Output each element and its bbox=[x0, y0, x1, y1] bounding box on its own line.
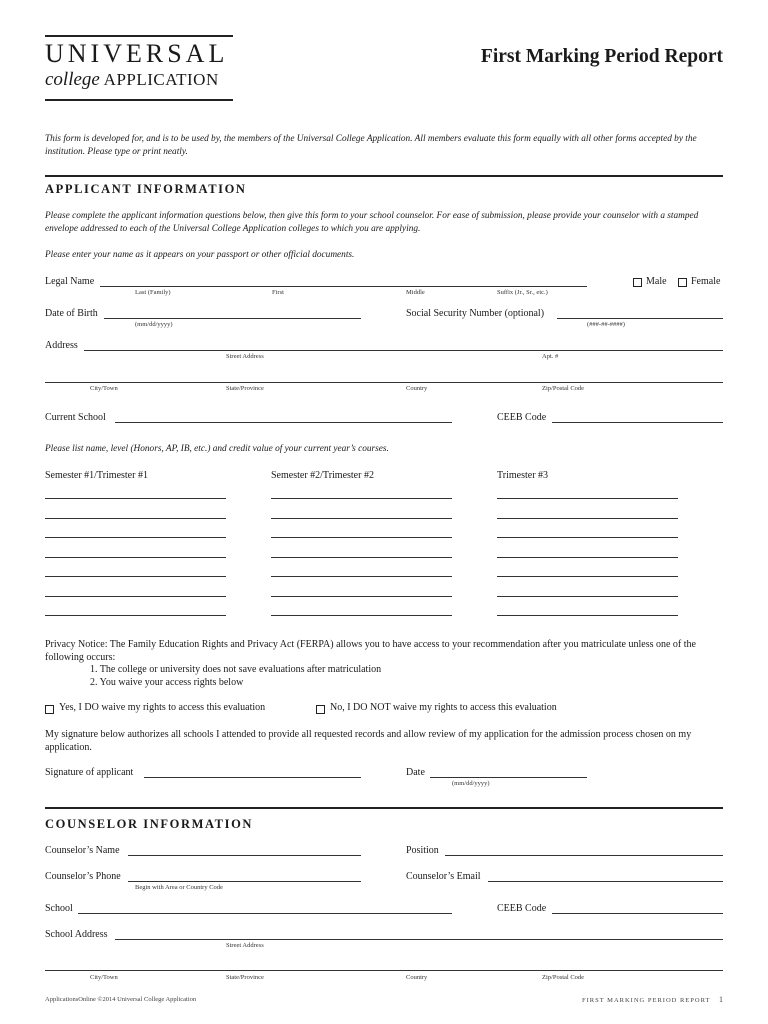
course-line-col1-row2[interactable] bbox=[45, 518, 226, 519]
street-address-field[interactable] bbox=[84, 350, 723, 351]
counselor-phone-sub: Begin with Area or Country Code bbox=[135, 884, 223, 891]
course-column-1-header: Semester #1/Trimester #1 bbox=[45, 470, 148, 481]
school-address-sub-state: State/Province bbox=[226, 974, 264, 981]
logo-application-word: APPLICATION bbox=[103, 70, 219, 89]
course-line-col3-row1[interactable] bbox=[497, 498, 678, 499]
dob-field[interactable] bbox=[104, 318, 361, 319]
school-label: School bbox=[45, 903, 73, 914]
applicant-instructions: Please complete the applicant information questions below, then give this form to your school counselor. For ease of submission, please provide your counselor with a stamped envelope addressed to each of the Universal College Application colleges to which you are applying. bbox=[45, 211, 699, 234]
course-line-col3-row5[interactable] bbox=[497, 576, 678, 577]
school-address-label: School Address bbox=[45, 929, 108, 940]
legal-name-sub-middle: Middle bbox=[406, 289, 425, 296]
logo-college-application bbox=[45, 70, 219, 90]
male-checkbox[interactable] bbox=[633, 278, 642, 287]
course-line-col3-row3[interactable] bbox=[497, 537, 678, 538]
counselor-phone-field[interactable] bbox=[128, 881, 361, 882]
school-address-sub-zip: Zip/Postal Code bbox=[542, 974, 585, 981]
privacy-item-1: 1. The college or university does not save evaluations after matriculation bbox=[90, 664, 382, 675]
female-label: Female bbox=[691, 276, 721, 287]
position-label: Position bbox=[406, 845, 439, 856]
applicant-section-rule bbox=[45, 175, 723, 177]
authorization-text: My signature below authorizes all schools I attended to provide all requested records and allow review of my application for the admission process chosen on my application. bbox=[45, 729, 692, 753]
intro-text: This form is developed for, and is to be used by, the members of the Universal College Application. All members evaluate this form equally with all other forms accepted by the institution. Please type or print neatly. bbox=[45, 134, 697, 157]
course-line-col2-row7[interactable] bbox=[271, 615, 452, 616]
address-sub-zip: Zip/Postal Code bbox=[542, 385, 585, 392]
school-address-sub-city: City/Town bbox=[90, 974, 118, 981]
address-label: Address bbox=[45, 340, 78, 351]
position-field[interactable] bbox=[445, 855, 723, 856]
legal-name-sub-first: First bbox=[272, 289, 284, 296]
counselor-ceeb-field[interactable] bbox=[552, 913, 723, 914]
course-line-col1-row7[interactable] bbox=[45, 615, 226, 616]
course-line-col3-row7[interactable] bbox=[497, 615, 678, 616]
course-line-col2-row1[interactable] bbox=[271, 498, 452, 499]
ceeb-field[interactable] bbox=[552, 422, 723, 423]
address-sub-city: City/Town bbox=[90, 385, 118, 392]
course-line-col3-row2[interactable] bbox=[497, 518, 678, 519]
footer-left: ApplicationsOnline ©2014 Universal College Application bbox=[45, 996, 197, 1003]
course-line-col3-row6[interactable] bbox=[497, 596, 678, 597]
legal-name-sub-last: Last (Family) bbox=[135, 289, 171, 296]
waive-yes-checkbox[interactable] bbox=[45, 705, 54, 714]
privacy-notice: Privacy Notice: The Family Education Rights and Privacy Act (FERPA) allows you to have access to your recommendation after you matriculate unless one of the following occurs: bbox=[45, 639, 696, 663]
course-line-col2-row4[interactable] bbox=[271, 557, 452, 558]
current-school-field[interactable] bbox=[115, 422, 452, 423]
waive-no-checkbox[interactable] bbox=[316, 705, 325, 714]
counselor-phone-label: Counselor’s Phone bbox=[45, 871, 121, 882]
courses-note: Please list name, level (Honors, AP, IB, etc.) and credit value of your current year’s courses. bbox=[45, 444, 389, 454]
school-address-sub-country: Country bbox=[406, 974, 428, 981]
signature-label: Signature of applicant bbox=[45, 767, 134, 778]
logo-bottom-rule bbox=[45, 99, 233, 101]
school-street-field[interactable] bbox=[115, 939, 723, 940]
address-sub-state: State/Province bbox=[226, 385, 264, 392]
course-line-col1-row4[interactable] bbox=[45, 557, 226, 558]
counselor-email-field[interactable] bbox=[488, 881, 723, 882]
dob-sub: (mm/dd/yyyy) bbox=[135, 321, 173, 328]
waive-yes-label: Yes, I DO waive my rights to access this evaluation bbox=[59, 702, 266, 713]
footer-right bbox=[582, 995, 723, 1004]
counselor-section-title: COUNSELOR INFORMATION bbox=[45, 817, 254, 831]
male-label: Male bbox=[646, 276, 667, 287]
ceeb-label: CEEB Code bbox=[497, 412, 547, 423]
logo-universal: UNIVERSAL bbox=[45, 39, 229, 68]
signature-field[interactable] bbox=[144, 777, 361, 778]
name-note: Please enter your name as it appears on your passport or other official documents. bbox=[45, 250, 355, 260]
privacy-item-2: 2. You waive your access rights below bbox=[90, 677, 244, 688]
address-sub-street: Street Address bbox=[226, 353, 264, 360]
course-line-col1-row5[interactable] bbox=[45, 576, 226, 577]
counselor-name-label: Counselor’s Name bbox=[45, 845, 120, 856]
city-state-field[interactable] bbox=[45, 382, 723, 383]
school-city-field[interactable] bbox=[45, 970, 723, 971]
counselor-ceeb-label: CEEB Code bbox=[497, 903, 547, 914]
waive-no-label: No, I DO NOT waive my rights to access this evaluation bbox=[330, 702, 557, 713]
dob-label: Date of Birth bbox=[45, 308, 98, 319]
course-line-col3-row4[interactable] bbox=[497, 557, 678, 558]
logo-top-rule bbox=[45, 35, 233, 37]
date-sub: (mm/dd/yyyy) bbox=[452, 780, 490, 787]
ssn-sub: (###-##-####) bbox=[587, 321, 625, 328]
ssn-label: Social Security Number (optional) bbox=[406, 308, 545, 319]
footer-page-number: 1 bbox=[719, 995, 723, 1004]
course-line-col1-row3[interactable] bbox=[45, 537, 226, 538]
legal-name-field[interactable] bbox=[100, 286, 587, 287]
course-line-col1-row6[interactable] bbox=[45, 596, 226, 597]
course-line-col2-row3[interactable] bbox=[271, 537, 452, 538]
current-school-label: Current School bbox=[45, 412, 106, 423]
course-line-col2-row5[interactable] bbox=[271, 576, 452, 577]
course-line-col1-row1[interactable] bbox=[45, 498, 226, 499]
legal-name-sub-suffix: Suffix (Jr., Sr., etc.) bbox=[497, 289, 548, 296]
school-address-sub-street: Street Address bbox=[226, 942, 264, 949]
course-line-col2-row2[interactable] bbox=[271, 518, 452, 519]
school-field[interactable] bbox=[78, 913, 452, 914]
applicant-section-title: APPLICANT INFORMATION bbox=[45, 182, 247, 196]
logo-college-word: college bbox=[45, 69, 100, 90]
footer-report-label: FIRST MARKING PERIOD REPORT bbox=[581, 997, 711, 1004]
female-checkbox[interactable] bbox=[678, 278, 687, 287]
form-title: First Marking Period Report bbox=[480, 46, 723, 67]
date-label: Date bbox=[406, 767, 425, 778]
date-field[interactable] bbox=[430, 777, 587, 778]
course-line-col2-row6[interactable] bbox=[271, 596, 452, 597]
legal-name-label: Legal Name bbox=[45, 276, 95, 287]
counselor-section-rule bbox=[45, 807, 723, 809]
counselor-email-label: Counselor’s Email bbox=[406, 871, 481, 882]
address-sub-country: Country bbox=[406, 385, 428, 392]
course-column-3-header: Trimester #3 bbox=[497, 470, 549, 481]
address-sub-apt: Apt. # bbox=[542, 353, 559, 360]
counselor-name-field[interactable] bbox=[128, 855, 361, 856]
ssn-field[interactable] bbox=[557, 318, 723, 319]
course-column-2-header: Semester #2/Trimester #2 bbox=[271, 470, 374, 481]
